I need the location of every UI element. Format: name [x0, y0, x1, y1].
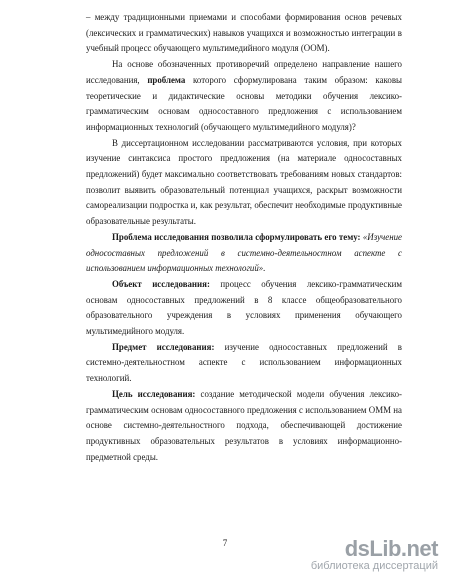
watermark-subtitle: библиотека диссертаций	[310, 560, 438, 572]
subject-heading: Предмет исследования:	[112, 341, 215, 352]
paragraph-problem	[86, 57, 402, 136]
paragraph-topic	[86, 230, 402, 277]
paragraph-object	[86, 277, 402, 340]
watermark-logo: dsLib.net	[344, 536, 438, 561]
paragraph-subject	[86, 340, 402, 387]
problem-term: проблема	[147, 74, 186, 85]
watermark	[288, 536, 438, 576]
body-text	[86, 10, 402, 465]
problem-intro: На основе обозначенных противоречий определено направление нашего исследования,	[86, 59, 402, 85]
topic-heading: Проблема исследования позволила сформулировать его тему:	[112, 231, 361, 242]
topic-title: «Изучение односоставных предложений в системно-деятельностном аспекте с использованием информационных технологий».	[86, 231, 402, 274]
object-heading: Объект исследования:	[112, 278, 210, 289]
problem-question: которого сформулирована таким образом: каковы теоретические и дидактические основы методики обучения лексико-грамматическим основам односоставного предложения с использованием информационных технологий (обучающего мультимедийного модуля)?	[86, 74, 402, 132]
object-text: процесс обучения лексико-грамматическим основам односоставных предложений в 8 классе общеобразовательного образовательного учреждения в условиях применения обучающего мультимедийного модуля.	[86, 278, 403, 337]
paragraph-conditions: В диссертационном исследовании рассматриваются условия, при которых изучение синтаксиса простого предложения (на материале односоставных предложений) будет максимально соответствовать требованиям новых стандартов: позволит выявить образовательный потенциал учащихся, раскрыт возможности самореализации подростка и, как результат, обеспечит необходимые продуктивные образовательные результаты.	[86, 137, 402, 227]
page-number: 7	[222, 538, 228, 548]
goal-heading: Цель исследования:	[112, 388, 196, 399]
paragraph-goal	[86, 387, 402, 466]
paragraph-contradictions: – между традиционными приемами и способами формирования основ речевых (лексических и грамматических) навыков учащихся и возможностью интеграции в учебный процесс обучающего мультимедийного модуля (ООМ).	[86, 12, 402, 54]
subject-text: изучение односоставных предложений в системно-деятельностном аспекте с использованием информационных технологий.	[86, 341, 402, 384]
goal-text: создание методической модели обучения лексико-грамматическим основам односоставного предложения с использованием ОММ на основе системно-деятельностного подхода, обеспечивающей достижение продуктивных образовательных результатов в условиях информационно-предметной среды.	[86, 388, 403, 462]
